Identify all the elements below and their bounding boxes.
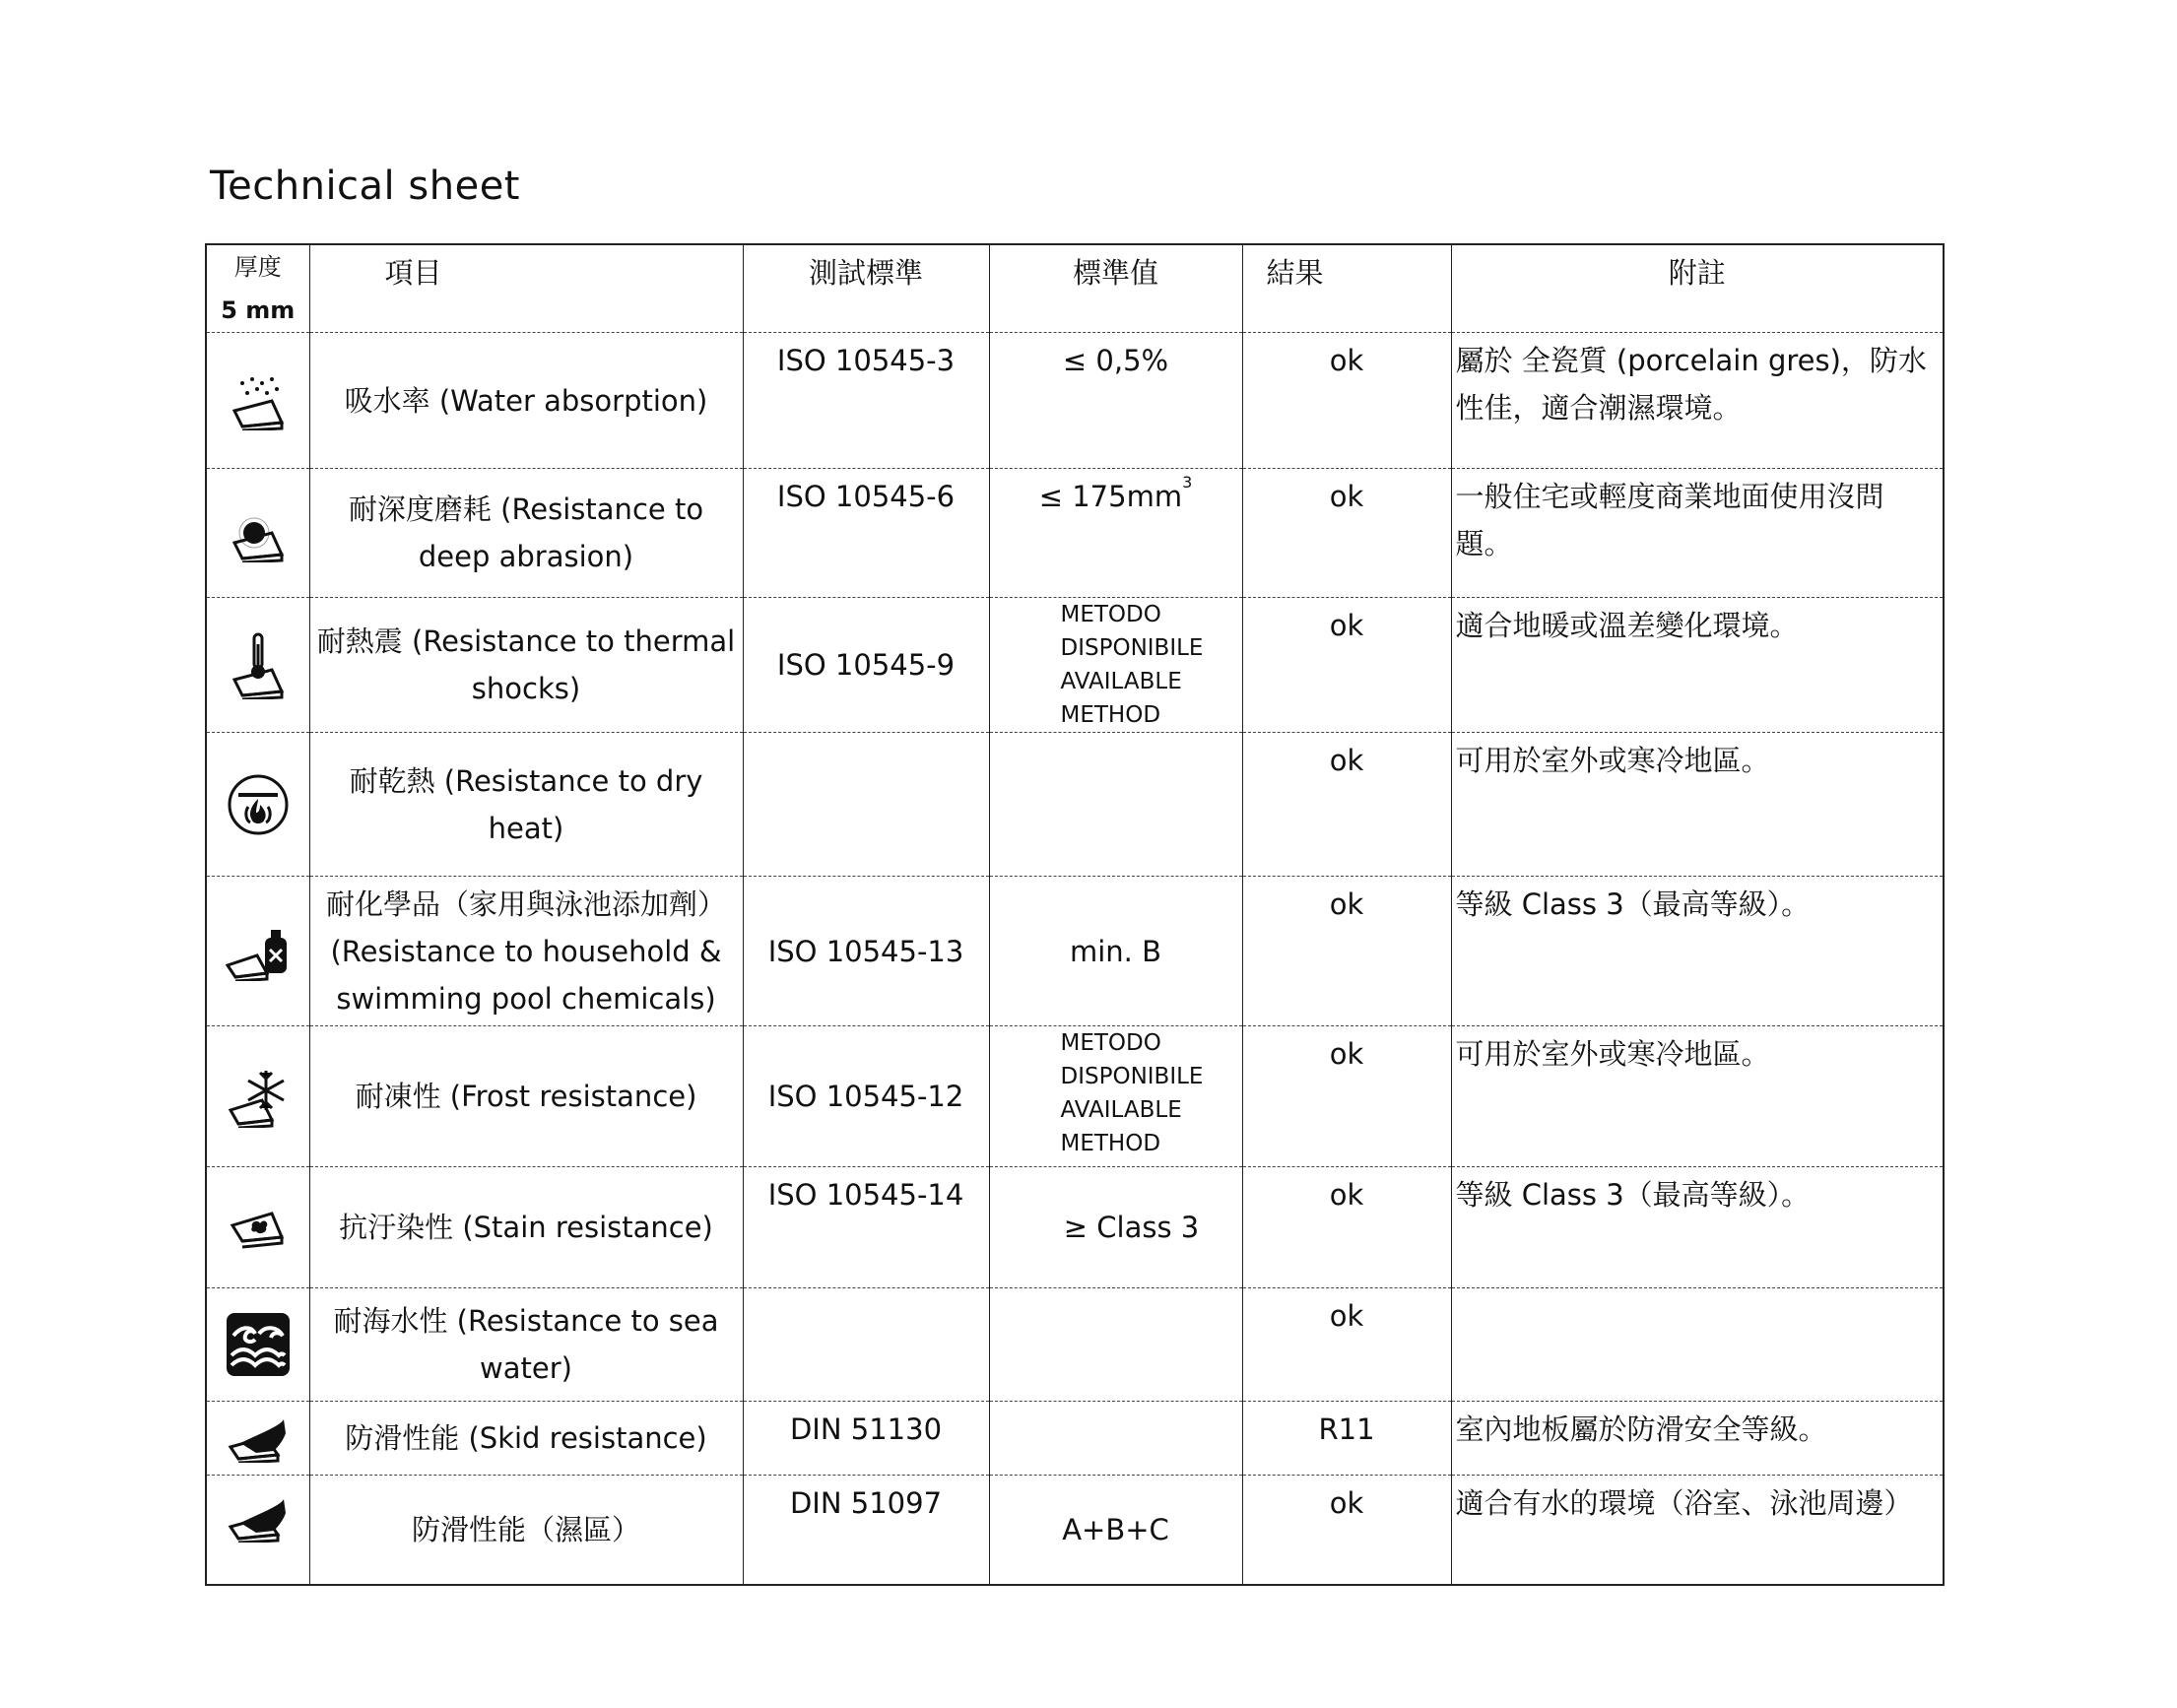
row-item: 吸水率 (Water absorption): [309, 333, 743, 469]
row-result: ok: [1242, 1026, 1451, 1167]
row-result: ok: [1242, 1476, 1451, 1585]
table-row: [206, 1476, 1944, 1585]
table-row: [206, 598, 1944, 733]
header-item: 項目: [309, 244, 743, 333]
deep-abrasion-icon: [206, 469, 309, 598]
row-value: ≤ 0,5%: [989, 333, 1242, 469]
method-line: METODO: [1060, 602, 1161, 627]
thickness-label: 厚度: [233, 253, 282, 281]
row-note: 屬於 全瓷質 (porcelain gres)，防水性佳，適合潮濕環境。: [1451, 333, 1944, 469]
row-value-text: ≤ 175mm: [1038, 480, 1183, 513]
row-note: [1451, 1288, 1944, 1402]
row-standard: ISO 10545-14: [743, 1167, 989, 1288]
row-item: 防滑性能（濕區）: [309, 1476, 743, 1585]
row-item: 耐凍性 (Frost resistance): [309, 1026, 743, 1167]
row-note: 適合地暖或溫差變化環境。: [1451, 598, 1944, 733]
row-value: [989, 469, 1242, 598]
thickness-value: 5 mm: [221, 296, 296, 324]
method-line: METODO: [1060, 1030, 1161, 1056]
row-note: 適合有水的環境（浴室、泳池周邊）: [1451, 1476, 1944, 1585]
method-line: METHOD: [1060, 1131, 1161, 1156]
row-item: 抗汙染性 (Stain resistance): [309, 1167, 743, 1288]
page-title: Technical sheet: [210, 164, 520, 209]
row-standard: ISO 10545-9: [743, 598, 989, 733]
row-note: 等級 Class 3（最高等級）。: [1451, 877, 1944, 1026]
water-absorption-icon: [206, 333, 309, 469]
row-result: ok: [1242, 1167, 1451, 1288]
row-note: 室內地板屬於防滑安全等級。: [1451, 1402, 1944, 1476]
row-standard: [743, 1288, 989, 1402]
skid-wet-icon: [206, 1476, 309, 1585]
row-value: min. B: [989, 877, 1242, 1026]
row-result: ok: [1242, 333, 1451, 469]
method-line: AVAILABLE: [1060, 669, 1182, 694]
row-item: 耐海水性 (Resistance to sea water): [309, 1288, 743, 1402]
row-standard: ISO 10545-12: [743, 1026, 989, 1167]
skid-icon: [206, 1402, 309, 1476]
table-row: [206, 733, 1944, 877]
table-header-row: [206, 244, 1944, 333]
table-row: [206, 877, 1944, 1026]
row-value-method: [989, 1026, 1242, 1167]
row-note: 可用於室外或寒冷地區。: [1451, 733, 1944, 877]
method-line: METHOD: [1060, 702, 1161, 728]
table-row: [206, 1288, 1944, 1402]
method-line: AVAILABLE: [1060, 1097, 1182, 1123]
row-standard: DIN 51097: [743, 1476, 989, 1585]
stain-icon: [206, 1167, 309, 1288]
row-result: R11: [1242, 1402, 1451, 1476]
row-item: 耐乾熱 (Resistance to dry heat): [309, 733, 743, 877]
row-result: ok: [1242, 877, 1451, 1026]
table-row: [206, 333, 1944, 469]
row-value: ≥ Class 3: [989, 1167, 1242, 1288]
row-standard: [743, 733, 989, 877]
row-value: [989, 733, 1242, 877]
row-item: 防滑性能 (Skid resistance): [309, 1402, 743, 1476]
row-value: [989, 1288, 1242, 1402]
table-row: [206, 469, 1944, 598]
method-line: DISPONIBILE: [1060, 1064, 1204, 1089]
row-standard: ISO 10545-13: [743, 877, 989, 1026]
row-result: ok: [1242, 1288, 1451, 1402]
snowflake-icon: [206, 1026, 309, 1167]
header-thickness: [206, 244, 309, 333]
row-standard: ISO 10545-3: [743, 333, 989, 469]
dry-heat-icon: [206, 733, 309, 877]
row-result: ok: [1242, 598, 1451, 733]
chemicals-icon: [206, 877, 309, 1026]
table-row: [206, 1402, 1944, 1476]
sea-water-icon: [206, 1288, 309, 1402]
row-result: ok: [1242, 733, 1451, 877]
row-value: A+B+C: [989, 1476, 1242, 1585]
row-standard: ISO 10545-6: [743, 469, 989, 598]
row-note: 等級 Class 3（最高等級）。: [1451, 1167, 1944, 1288]
row-item: 耐化學品（家用與泳池添加劑）(Resistance to household & swimming pool chemicals): [309, 877, 743, 1026]
row-value-method: [989, 598, 1242, 733]
header-value: 標準值: [989, 244, 1242, 333]
row-note: 一般住宅或輕度商業地面使用沒問題。: [1451, 469, 1944, 598]
row-value-superscript: 3: [1182, 473, 1193, 492]
row-item: 耐深度磨耗 (Resistance to deep abrasion): [309, 469, 743, 598]
row-note: 可用於室外或寒冷地區。: [1451, 1026, 1944, 1167]
method-line: DISPONIBILE: [1060, 635, 1204, 661]
header-note: 附註: [1451, 244, 1944, 333]
header-result: 結果: [1242, 244, 1451, 333]
table-row: [206, 1026, 1944, 1167]
technical-sheet-table: [205, 243, 1945, 1586]
thermometer-icon: [206, 598, 309, 733]
header-standard: 測試標準: [743, 244, 989, 333]
table-row: [206, 1167, 1944, 1288]
row-standard: DIN 51130: [743, 1402, 989, 1476]
row-item: 耐熱震 (Resistance to thermal shocks): [309, 598, 743, 733]
row-result: ok: [1242, 469, 1451, 598]
row-value: [989, 1402, 1242, 1476]
